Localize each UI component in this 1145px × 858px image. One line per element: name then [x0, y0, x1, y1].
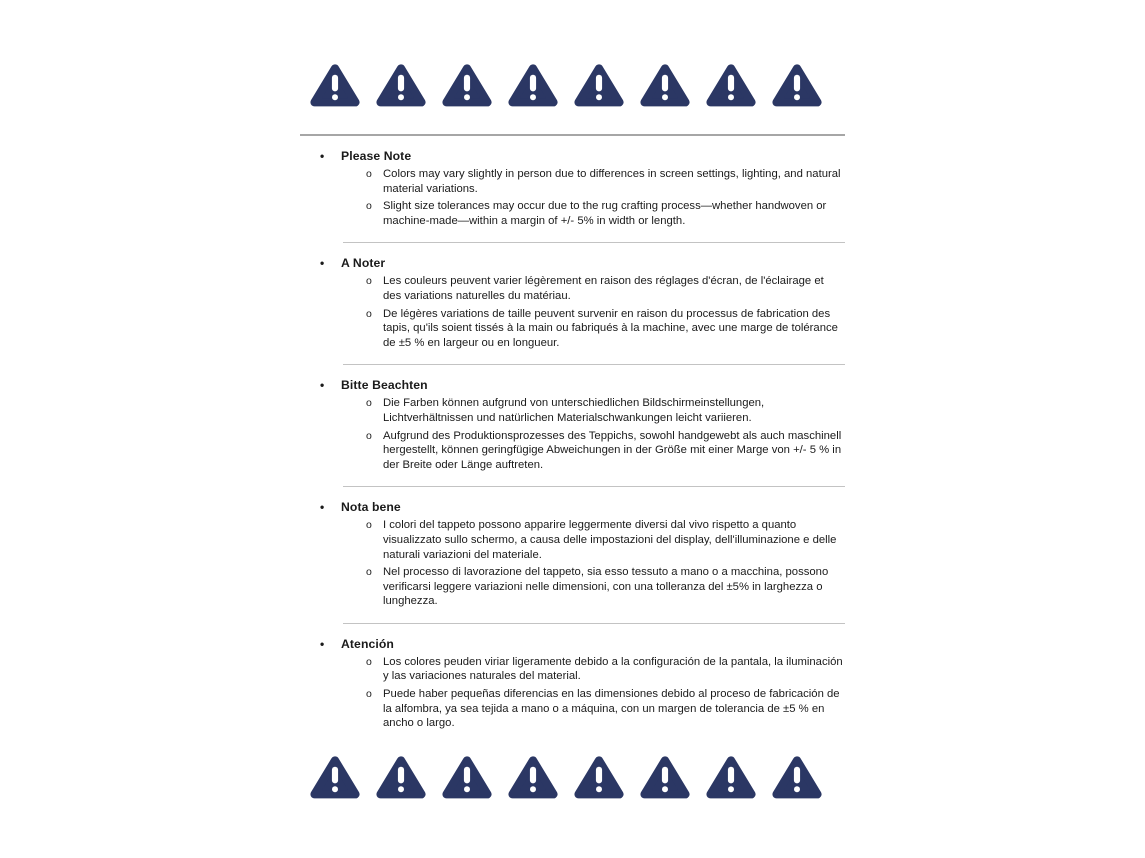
warning-triangle-icon [574, 753, 624, 803]
section-heading-row [320, 637, 845, 652]
section-heading-row [320, 256, 845, 271]
warning-triangle-icon [508, 61, 558, 111]
circle-bullet-icon: o [366, 519, 372, 532]
bullet-icon: • [320, 256, 325, 271]
section-heading: Atención [341, 636, 394, 651]
warning-triangle-icon [376, 61, 426, 111]
circle-bullet-icon: o [366, 200, 372, 213]
list-item [366, 199, 845, 228]
section-divider [343, 486, 845, 487]
bullet-icon: • [320, 636, 325, 651]
warning-triangle-icon [310, 61, 360, 111]
section-divider [343, 364, 845, 365]
circle-bullet-icon: o [366, 168, 372, 180]
list-item [366, 274, 845, 303]
section-divider [343, 242, 845, 243]
note-section-french [300, 256, 845, 365]
section-heading: Nota bene [341, 500, 401, 515]
warning-triangle-icon [772, 61, 822, 111]
section-divider [343, 623, 845, 624]
note-section-english [300, 149, 845, 243]
note-text: Los colores peuden viriar ligeramente debido a la configuración de la pantala, la iluminación y las variaciones naturales del material. [383, 655, 843, 683]
circle-bullet-icon: o [366, 688, 372, 701]
section-heading: Bitte Beachten [341, 378, 428, 393]
circle-bullet-icon: o [366, 655, 372, 668]
note-section-german [300, 378, 845, 487]
circle-bullet-icon: o [366, 397, 372, 410]
note-text: Les couleurs peuvent varier légèrement en raison des réglages d'écran, de l'éclairage et des variations naturelles du matériau. [383, 275, 824, 302]
circle-bullet-icon: o [366, 566, 372, 579]
section-heading: A Noter [341, 256, 386, 271]
bullet-icon: • [320, 500, 325, 515]
section-heading: Please Note [341, 149, 412, 163]
warning-triangle-icon [640, 753, 690, 803]
section-heading-row [320, 378, 845, 393]
list-item [366, 167, 845, 196]
list-item [366, 655, 845, 684]
note-section-italian [300, 500, 845, 624]
warning-triangle-icon [442, 61, 492, 111]
warning-triangle-icon [706, 61, 756, 111]
warning-triangle-icon [772, 753, 822, 803]
note-text: Nel processo di lavorazione del tappeto, sia esso tessuto a mano o a macchina, possono verificarsi leggere variazioni nelle dimensioni, con una tolleranza del ±5% in larghezza o lunghezza. [383, 566, 829, 608]
bullet-icon: • [320, 149, 325, 163]
warning-triangle-icon [706, 753, 756, 803]
section-heading-row [320, 149, 845, 164]
list-item [366, 396, 845, 425]
section-heading-row [320, 500, 845, 515]
note-text: Slight size tolerances may occur due to the rug crafting process—whether handwoven or machine-made—within a margin of +/- 5% in width or length. [383, 200, 827, 227]
warning-triangle-icon [574, 61, 624, 111]
circle-bullet-icon: o [366, 275, 372, 288]
list-item [366, 687, 845, 731]
warning-triangle-icon [376, 753, 426, 803]
product-note-document [300, 0, 845, 803]
list-item [366, 429, 845, 473]
circle-bullet-icon: o [366, 429, 372, 442]
list-item [366, 518, 845, 562]
note-text: Puede haber pequeñas diferencias en las dimensiones debido al proceso de fabricación de la alfombra, ya sea tejida a mano o a máquina, con un margen de tolerancia de ±5 % en ancho o largo. [383, 688, 840, 730]
warning-row-top [300, 61, 845, 111]
circle-bullet-icon: o [366, 307, 372, 320]
note-text: Colors may vary slightly in person due to differences in screen settings, lighting, and natural material variations. [383, 168, 841, 195]
bullet-icon: • [320, 378, 325, 393]
warning-triangle-icon [310, 753, 360, 803]
list-item [366, 565, 845, 609]
top-divider [300, 134, 845, 136]
note-text: Aufgrund des Produktionsprozesses des Teppichs, sowohl handgewebt als auch maschinell hergestellt, können geringfügige Abweichungen in der Größe mit einer Marge von +/- 5 % in der Breite oder Länge auftreten. [383, 429, 842, 471]
note-section-spanish [300, 637, 845, 731]
warning-triangle-icon [442, 753, 492, 803]
note-text: Die Farben können aufgrund von unterschiedlichen Bildschirmeinstellungen, Lichtverhältnissen und natürlichen Materialschwankungen leicht variieren. [383, 397, 765, 424]
warning-triangle-icon [508, 753, 558, 803]
warning-triangle-icon [640, 61, 690, 111]
note-text: De légères variations de taille peuvent survenir en raison du processus de fabrication des tapis, qu'ils soient tissés à la main ou fabriqués à la machine, avec une marge de tolérance de ±5 % en largeur ou en longueur. [383, 307, 838, 349]
warning-row-bottom [300, 753, 845, 803]
note-text: I colori del tappeto possono apparire leggermente diversi dal vivo rispetto a quanto visualizzato sullo schermo, a causa delle impostazioni del display, dell'illuminazione e delle naturali variazioni del materiale. [383, 519, 837, 561]
list-item [366, 307, 845, 351]
